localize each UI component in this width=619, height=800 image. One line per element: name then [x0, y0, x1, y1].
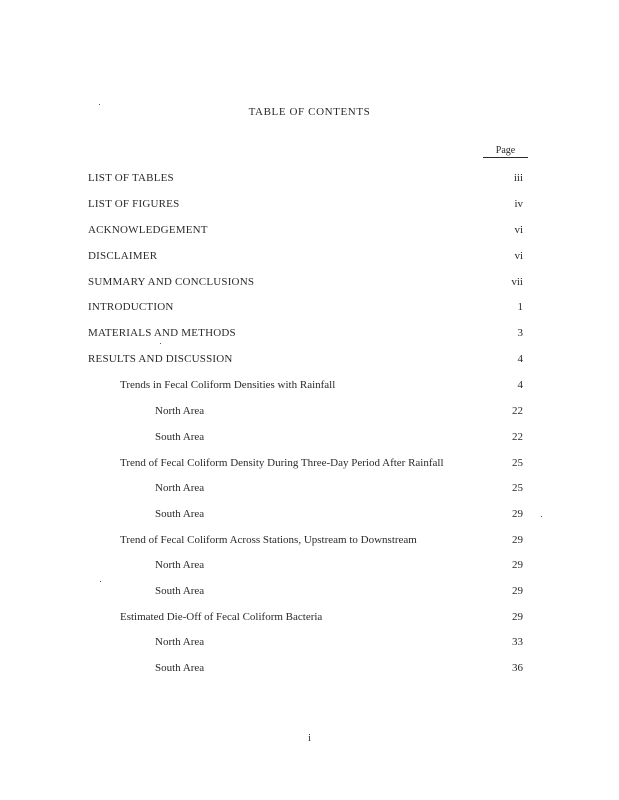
toc-entry-north-area[interactable]	[0, 634, 619, 650]
toc-entry-page: 25	[512, 457, 523, 469]
page-title: TABLE OF CONTENTS	[248, 106, 371, 118]
toc-entry-list-of-tables[interactable]	[0, 170, 619, 186]
scan-speck	[100, 581, 101, 582]
toc-entry-label: Trend of Fecal Coliform Density During Three-Day Period After Rainfall	[120, 457, 444, 469]
toc-entry-label: LIST OF TABLES	[88, 172, 174, 184]
toc-entry-three-day-trend[interactable]	[0, 455, 619, 471]
page-column-header: Page	[483, 145, 528, 158]
toc-entry-page: vi	[514, 250, 523, 262]
toc-entry-page: 36	[512, 662, 523, 674]
toc-entry-page: 22	[512, 431, 523, 443]
toc-entry-south-area[interactable]	[0, 429, 619, 445]
toc-entry-label: RESULTS AND DISCUSSION	[88, 353, 233, 365]
toc-entry-label: North Area	[155, 405, 205, 417]
toc-entry-page: 3	[517, 327, 523, 339]
toc-entry-die-off[interactable]	[0, 609, 619, 625]
toc-entry-label: South Area	[155, 662, 205, 674]
scan-speck	[99, 104, 100, 105]
toc-entry-page: 29	[512, 534, 523, 546]
footer-page-number: i	[308, 733, 311, 744]
toc-entry-page: vii	[511, 276, 523, 288]
toc-entry-label: South Area	[155, 508, 205, 520]
toc-entry-label: North Area	[155, 482, 205, 494]
toc-entry-materials-and-methods[interactable]	[0, 325, 619, 341]
toc-entry-page: 25	[512, 482, 523, 494]
toc-entry-page: iii	[513, 172, 523, 184]
toc-entry-page: 1	[517, 301, 523, 313]
toc-entry-label: INTRODUCTION	[88, 301, 174, 313]
toc-entry-label: SUMMARY AND CONCLUSIONS	[88, 276, 255, 288]
toc-entry-north-area[interactable]	[0, 480, 619, 496]
toc-entry-results-and-discussion[interactable]	[0, 351, 619, 367]
toc-entry-south-area[interactable]	[0, 583, 619, 599]
toc-entry-page: 22	[512, 405, 523, 417]
toc-entry-page: 29	[512, 559, 523, 571]
toc-entry-label: South Area	[155, 431, 205, 443]
toc-entry-label: North Area	[155, 559, 205, 571]
toc-entry-south-area[interactable]	[0, 660, 619, 676]
toc-entry-summary[interactable]	[0, 274, 619, 290]
toc-entry-south-area[interactable]	[0, 506, 619, 522]
toc-entry-label: North Area	[155, 636, 205, 648]
toc-entry-acknowledgement[interactable]	[0, 222, 619, 238]
toc-entry-page: 29	[512, 585, 523, 597]
toc-entry-label: MATERIALS AND METHODS	[88, 327, 236, 339]
toc-entry-north-area[interactable]	[0, 403, 619, 419]
toc-entry-label: ACKNOWLEDGEMENT	[88, 224, 208, 236]
toc-entry-north-area[interactable]	[0, 557, 619, 573]
toc-entry-across-stations[interactable]	[0, 532, 619, 548]
toc-entry-page: 29	[512, 611, 523, 623]
toc-entry-page: 33	[512, 636, 523, 648]
toc-entry-page: 4	[517, 353, 523, 365]
toc-entry-page: 29	[512, 508, 523, 520]
toc-entry-label: Trend of Fecal Coliform Across Stations, Upstream to Downstream	[120, 534, 417, 546]
toc-entry-list-of-figures[interactable]	[0, 196, 619, 212]
toc-entry-label: Estimated Die-Off of Fecal Coliform Bacteria	[120, 611, 323, 623]
toc-entry-trends-rainfall[interactable]	[0, 377, 619, 393]
toc-entry-introduction[interactable]	[0, 299, 619, 315]
toc-entry-disclaimer[interactable]	[0, 248, 619, 264]
toc-entry-label: LIST OF FIGURES	[88, 198, 180, 210]
toc-entry-label: DISCLAIMER	[88, 250, 158, 262]
toc-entry-page: 4	[517, 379, 523, 391]
scan-speck	[541, 516, 542, 517]
toc-entry-page: vi	[514, 224, 523, 236]
toc-entry-label: South Area	[155, 585, 205, 597]
toc-entry-page: iv	[514, 198, 523, 210]
toc-entry-label: Trends in Fecal Coliform Densities with Rainfall	[120, 379, 336, 391]
scan-speck	[160, 343, 161, 344]
